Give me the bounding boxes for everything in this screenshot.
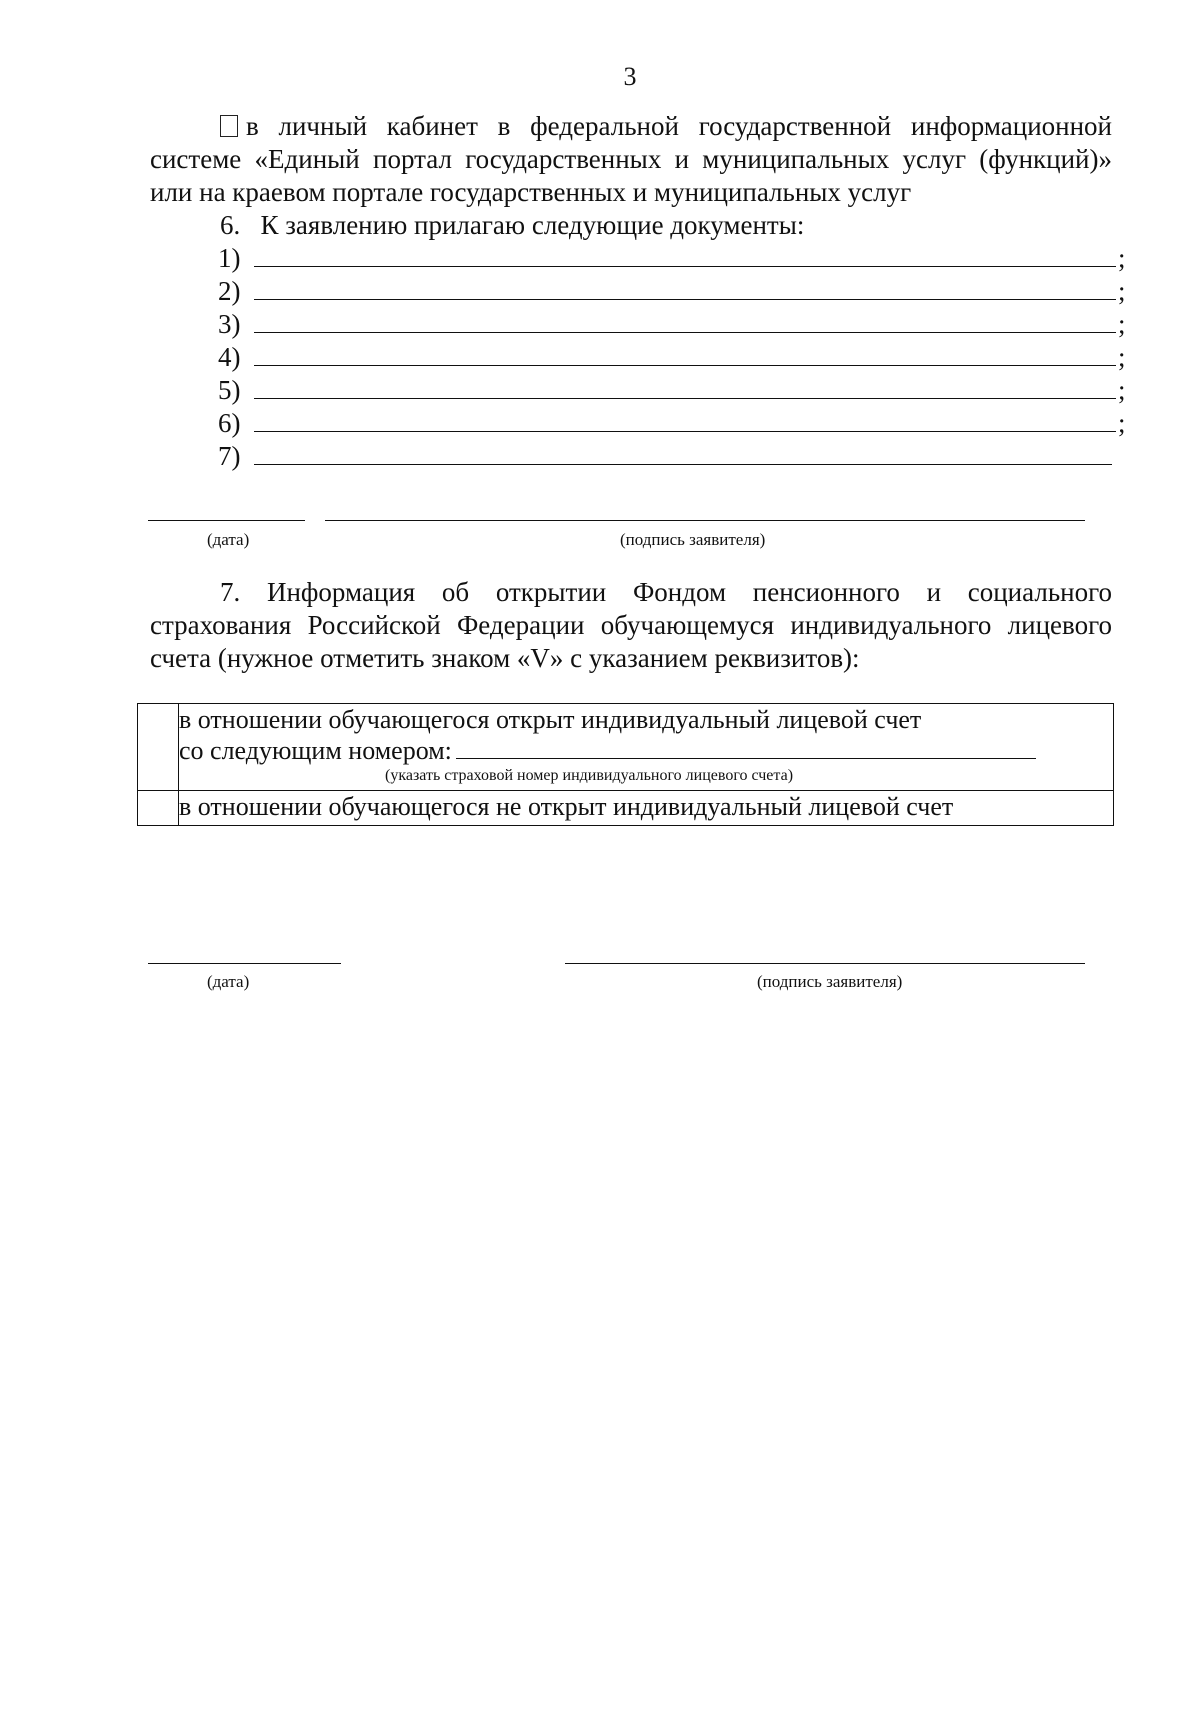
document-blank[interactable] bbox=[254, 409, 1116, 432]
document-line-7[interactable] bbox=[218, 440, 1114, 473]
account-number-label: со следующим номером: bbox=[179, 736, 452, 765]
document-line-number: 6) bbox=[218, 408, 241, 438]
document-line-number: 2) bbox=[218, 276, 241, 306]
delivery-checkbox[interactable] bbox=[220, 115, 238, 137]
delivery-option-paragraph bbox=[150, 110, 1112, 209]
signature-line-1[interactable] bbox=[325, 520, 1085, 521]
document-line-number: 3) bbox=[218, 309, 241, 339]
date-line-2[interactable] bbox=[148, 963, 341, 964]
document-line-6[interactable] bbox=[218, 407, 1126, 440]
document-blank[interactable] bbox=[254, 376, 1116, 399]
document-blank[interactable] bbox=[254, 277, 1116, 300]
document-line-3[interactable] bbox=[218, 308, 1126, 341]
document-line-end: ; bbox=[1118, 309, 1126, 339]
document-line-5[interactable] bbox=[218, 374, 1126, 407]
document-line-end: ; bbox=[1118, 375, 1126, 405]
document-line-end: ; bbox=[1118, 243, 1126, 273]
account-not-opened-row bbox=[138, 791, 1114, 826]
signature-caption-2: (подпись заявителя) bbox=[757, 972, 903, 991]
document-blank[interactable] bbox=[254, 310, 1116, 333]
document-line-end: ; bbox=[1118, 342, 1126, 372]
document-line-end: ; bbox=[1118, 276, 1126, 306]
document-line-number: 4) bbox=[218, 342, 241, 372]
signature-line-2[interactable] bbox=[565, 963, 1085, 964]
document-line-number: 5) bbox=[218, 375, 241, 405]
section6-heading: 6. К заявлению прилагаю следующие документы: bbox=[220, 210, 805, 240]
account-number-blank[interactable] bbox=[456, 738, 1036, 759]
date-caption-1: (дата) bbox=[207, 530, 250, 549]
document-blank[interactable] bbox=[254, 343, 1116, 366]
date-caption-2: (дата) bbox=[207, 972, 250, 991]
document-blank[interactable] bbox=[254, 442, 1112, 465]
account-opened-cell bbox=[179, 704, 1114, 791]
document-line-end: ; bbox=[1118, 408, 1126, 438]
document-blank[interactable] bbox=[254, 244, 1116, 267]
account-status-table bbox=[137, 703, 1114, 826]
signature-caption-1: (подпись заявителя) bbox=[620, 530, 766, 549]
document-line-number: 1) bbox=[218, 243, 241, 273]
document-line-number: 7) bbox=[218, 441, 241, 471]
date-line-1[interactable] bbox=[148, 520, 305, 521]
section7-paragraph: 7. Информация об открытии Фондом пенсионного и социального страхования Российской Федерации обучающемуся индивидуального лицевого счета (нужное отметить знаком «V» с указанием реквизитов): bbox=[150, 577, 1112, 673]
delivery-option-text: в личный кабинет в федеральной государственной информационной системе «Единый портал государственных и муниципальных услуг (функций)» или на краевом портале государственных и муниципальных услуг bbox=[150, 111, 1112, 207]
document-line-4[interactable] bbox=[218, 341, 1126, 374]
account-not-opened-mark-cell[interactable] bbox=[138, 791, 179, 826]
account-not-opened-cell: в отношении обучающегося не открыт индивидуальный лицевой счет bbox=[179, 791, 1114, 826]
account-opened-line2 bbox=[179, 735, 1113, 766]
account-opened-line1: в отношении обучающегося открыт индивидуальный лицевой счет bbox=[179, 705, 922, 734]
account-opened-mark-cell[interactable] bbox=[138, 704, 179, 791]
account-number-hint: (указать страховой номер индивидуального лицевого счета) bbox=[385, 767, 794, 784]
document-line-1[interactable] bbox=[218, 242, 1126, 275]
account-opened-row bbox=[138, 704, 1114, 791]
document-line-2[interactable] bbox=[218, 275, 1126, 308]
page-number: 3 bbox=[623, 62, 637, 91]
